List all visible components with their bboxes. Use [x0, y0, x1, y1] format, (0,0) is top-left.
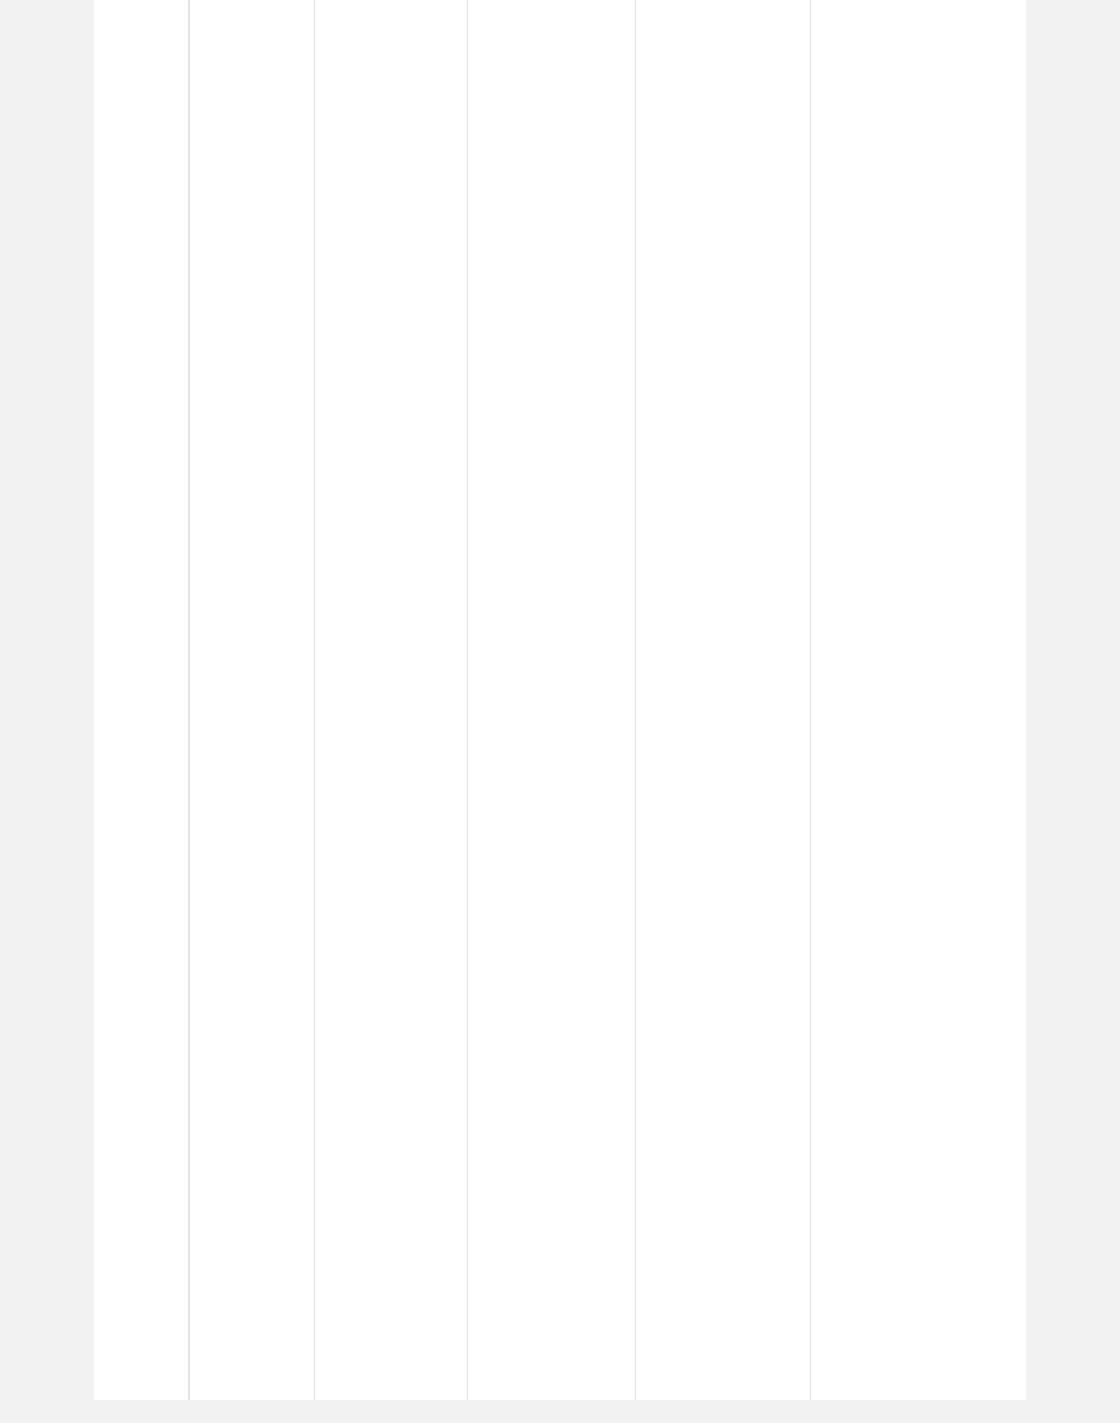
column-divider	[314, 0, 315, 1400]
category-label	[94, 0, 189, 1400]
feature-comparison-table	[94, 0, 1026, 1400]
column-divider	[189, 0, 190, 1400]
column-divider	[635, 0, 636, 1400]
column-divider	[467, 0, 468, 1400]
column-divider	[810, 0, 811, 1400]
